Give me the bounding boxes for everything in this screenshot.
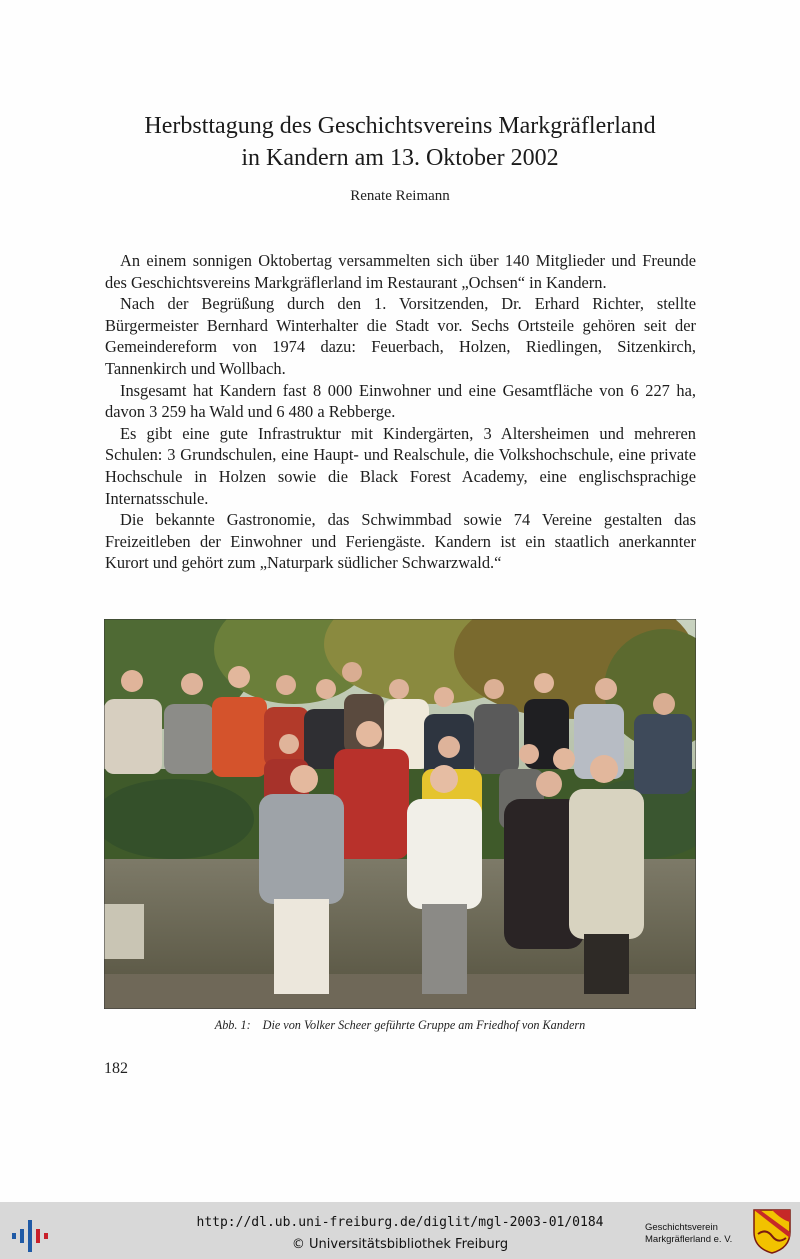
society-line-1: Geschichtsverein: [645, 1222, 718, 1233]
group-photo: [104, 619, 696, 1009]
page-number: 182: [104, 1060, 128, 1077]
footer-url-link[interactable]: http://dl.ub.uni-freiburg.de/diglit/mgl-2003-01/0184: [196, 1215, 604, 1230]
paragraph-4: Es gibt eine gute Infrastruktur mit Kindergärten, 3 Altersheimen und mehreren Schulen: 3 Grundschulen, eine Haupt- und Realschule, die Volkshochschule, eine private Hochschule in Holzen sowie die Black Forest Academy, eine englischsprachige Internatsschule.: [105, 423, 696, 508]
paragraph-3: Insgesamt hat Kandern fast 8 000 Einwohner und eine Gesamtfläche von 6 227 ha, davon 3 259 ha Wald und 6 480 a Rebberge.: [105, 380, 696, 422]
coat-of-arms-icon[interactable]: [752, 1208, 792, 1254]
footer-society-name: [645, 1222, 755, 1246]
figure-caption-text: Die von Volker Scheer geführte Gruppe am Friedhof von Kandern: [262, 1018, 586, 1032]
title-line-2: in Kandern am 13. Oktober 2002: [241, 145, 559, 171]
article-body: [105, 250, 696, 574]
society-line-2: Markgräflerland e. V.: [645, 1234, 733, 1245]
title-line-1: Herbsttagung des Geschichtsvereins Markgräflerland: [144, 113, 656, 139]
author-name: Renate Reimann: [350, 188, 450, 204]
article-title: [60, 110, 740, 174]
footer-copyright: © Universitätsbibliothek Freiburg: [291, 1237, 509, 1252]
footer-bar: [0, 1202, 800, 1259]
paragraph-1: An einem sonnigen Oktobertag versammelten sich über 140 Mitglieder und Freunde des Geschichtsvereins Markgräflerland im Restaurant „Ochsen“ in Kandern.: [105, 251, 696, 292]
figure-caption: [0, 1018, 800, 1033]
figure-label: Abb. 1:: [214, 1018, 251, 1032]
paragraph-5: Die bekannte Gastronomie, das Schwimmbad sowie 74 Vereine gestalten das Freizeitleben der Einwohner und Feriengäste. Kandern ist ein staatlich anerkannter Kurort und gehört zum „Naturpark südlicher Schwarzwald.“: [105, 510, 696, 573]
paragraph-2: Nach der Begrüßung durch den 1. Vorsitzenden, Dr. Erhard Richter, stellte Bürgermeister Bernhard Winterhalter die Stadt vor. Sechs Ortsteile gehören seit der Gemeindereform von 1974 dazu: Feuerbach, Holzen, Riedlingen, Sitzenkirch, Tannenkirch und Wollbach.: [105, 294, 696, 378]
